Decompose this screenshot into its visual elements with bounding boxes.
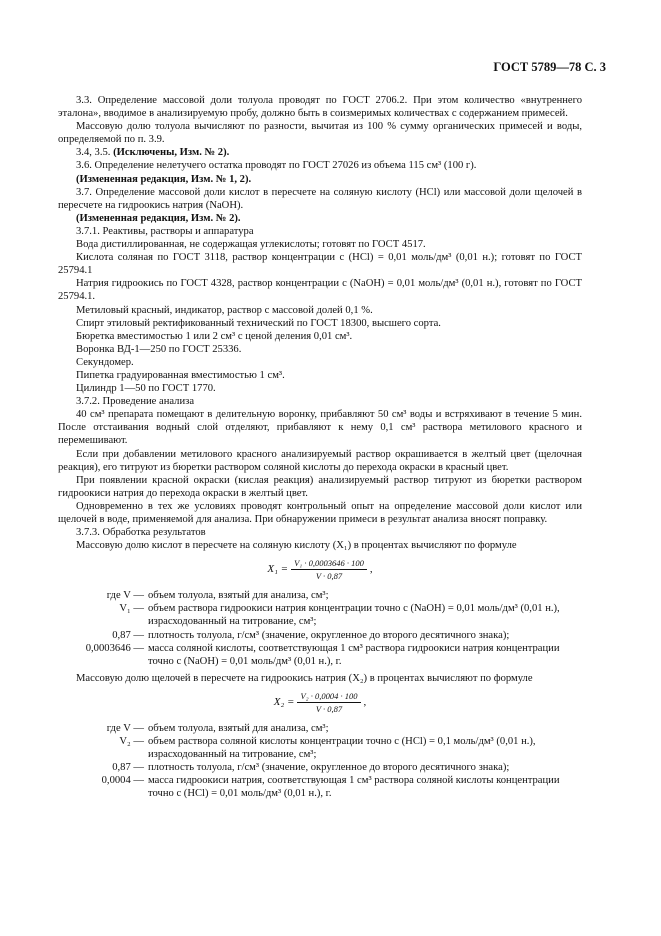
amendment-note-2: (Измененная редакция, Изм. № 2). — [76, 212, 241, 224]
formula-fraction — [297, 691, 360, 714]
legend-value: объем раствора гидроокиси натрия концентрации точно c (NaOH) = 0,01 моль/дм³ (0,01 н.), израсходованный на титрование, см³; — [148, 603, 560, 628]
formula-tail: , — [363, 695, 367, 708]
apparatus-stopwatch: Секундомер. — [76, 356, 134, 368]
legend-row — [58, 735, 582, 761]
reagent-ethanol: Спирт этиловый ректификованный технический по ГОСТ 18300, высшего сорта. — [76, 317, 441, 329]
analysis-step-4: Одновременно в тех же условиях проводят контрольный опыт на определение массовой доли кислот или щелочей в воде, применяемой для анализа. При обнаружении примеси в результат анализа вносят поправку. — [58, 500, 582, 525]
section-3-7-1: 3.7.1. Реактивы, растворы и аппаратура — [76, 225, 254, 237]
legend-key: 0,0004 — — [101, 775, 144, 787]
legend-row — [58, 602, 582, 628]
para-3-4-3-5 — [58, 146, 582, 159]
analysis-step-3: При появлении красной окраски (кислая реакция) анализируемый раствор титруют из бюретки раствором гидроокиси натрия до перехода окраски в желтый цвет. — [58, 474, 582, 499]
apparatus-pipette: Пипетка градуированная вместимостью 1 см³. — [76, 369, 285, 381]
para-3-6: 3.6. Определение нелетучего остатка проводят по ГОСТ 27026 из объема 115 см³ (100 г). — [76, 160, 477, 172]
legend-row — [58, 722, 582, 735]
para-toluene-calc: Массовую долю толуола вычисляют по разности, вычитая из 100 % сумму органических примесей и воды, определяемой по п. 3.9. — [58, 121, 582, 146]
analysis-step-1: 40 см³ препарата помещают в делительную воронку, прибавляют 50 см³ воды и встряхивают в течение 5 мин. После отстаивания водный слой отделяют, прибавляют к нему 0,1 см³ раствора метилового красного и перемешивают. — [58, 409, 582, 447]
formula-intro-1: Массовую долю кислот в пересчете на соляную кислоту (X₁) в процентах вычисляют по формуле — [76, 540, 517, 552]
legend-row — [58, 629, 582, 642]
formula-numerator: V₁ · 0,0003646 · 100 — [291, 558, 367, 570]
legend-row — [58, 589, 582, 602]
legend-value: масса гидроокиси натрия, соответствующая 1 см³ раствора соляной кислоты концентрации точно c (HCl) = 0,01 моль/дм³ (0,01 н.), г. — [148, 775, 560, 800]
clause-note: (Исключены, Изм. № 2). — [113, 147, 230, 159]
formula-denominator: V · 0,87 — [315, 571, 343, 582]
apparatus-burette: Бюретка вместимостью 1 или 2 см³ с ценой деления 0,01 см³. — [76, 330, 353, 342]
analysis-step-2: Если при добавлении метилового красного анализируемый раствор окрашивается в желтый цвет (щелочная реакция), его титруют из бюретки раствором соляной кислоты до перехода окраски в красный цвет. — [58, 448, 582, 473]
legend-key: где V — — [106, 590, 144, 602]
legend-value: плотность толуола, г/см³ (значение, округленное до второго десятичного знака); — [148, 629, 510, 641]
formula-acids — [58, 558, 582, 581]
page-header: ГОСТ 5789—78 С. 3 — [493, 60, 606, 74]
formula-alkalis — [58, 691, 582, 714]
legend-key: где V — — [106, 722, 144, 734]
section-3-7-3: 3.7.3. Обработка результатов — [76, 527, 206, 539]
legend-key: V₂ — — [119, 736, 144, 748]
amendment-note-1: (Измененная редакция, Изм. № 1, 2). — [76, 173, 252, 185]
legend-value: объем толуола, взятый для анализа, см³; — [148, 590, 329, 602]
legend-row — [58, 761, 582, 774]
legend-key: 0,0003646 — — [85, 642, 144, 654]
reagent-indicator: Метиловый красный, индикатор, раствор с массовой долей 0,1 %. — [76, 304, 373, 316]
legend-value: плотность толуола, г/см³ (значение, округленное до второго десятичного знака); — [148, 762, 510, 774]
reagent-naoh: Натрия гидроокись по ГОСТ 4328, раствор концентрации c (NaOH) = 0,01 моль/дм³ (0,01 н.), готовят по ГОСТ 25794.1. — [58, 278, 582, 303]
apparatus-cylinder: Цилиндр 1—50 по ГОСТ 1770. — [76, 383, 216, 395]
document-body — [58, 94, 582, 801]
legend-value: объем толуола, взятый для анализа, см³; — [148, 722, 329, 734]
formula-fraction — [291, 558, 367, 581]
formula-intro-2: Массовую долю щелочей в пересчете на гидроокись натрия (X₂) в процентах вычисляют по формуле — [76, 672, 533, 684]
legend-row — [58, 774, 582, 800]
legend-alkalis — [58, 722, 582, 801]
formula-lhs: X₂ = — [273, 695, 295, 708]
reagent-hcl: Кислота соляная по ГОСТ 3118, раствор концентрации c (HCl) = 0,01 моль/дм³ (0,01 н.); готовят по ГОСТ 25794.1 — [58, 252, 582, 277]
legend-row — [58, 642, 582, 668]
reagent-water: Вода дистиллированная, не содержащая углекислоты; готовят по ГОСТ 4517. — [76, 239, 426, 251]
legend-value: масса соляной кислоты, соответствующая 1 см³ раствора гидроокиси натрия концентрации точно c (NaOH) = 0,01 моль/дм³ (0,01 н.), г. — [148, 642, 560, 667]
apparatus-funnel: Воронка ВД-1—250 по ГОСТ 25336. — [76, 343, 242, 355]
formula-numerator: V₂ · 0,0004 · 100 — [297, 691, 360, 703]
legend-key: 0,87 — — [112, 762, 144, 774]
formula-tail: , — [369, 563, 373, 576]
legend-value: объем раствора соляной кислоты концентрации точно c (HCl) = 0,1 моль/дм³ (0,01 н.), израсходованный на титрование, см³; — [148, 736, 536, 761]
para-3-3: 3.3. Определение массовой доли толуола проводят по ГОСТ 2706.2. При этом количество «внутреннего эталона», вводимое в анализируемую пробу, должно быть в соизмеримых количествах с содержанием примесей. — [58, 95, 582, 120]
clause-number: 3.4, 3.5. — [76, 147, 111, 159]
section-3-7-2: 3.7.2. Проведение анализа — [76, 396, 195, 408]
formula-lhs: X₁ = — [267, 563, 289, 576]
formula-denominator: V · 0,87 — [315, 703, 343, 714]
legend-key: V₁ — — [119, 603, 144, 615]
para-3-7: 3.7. Определение массовой доли кислот в пересчете на соляную кислоту (HCl) или массовой доли щелочей в пересчете на гидроокись натрия (NaOH). — [58, 186, 582, 211]
legend-key: 0,87 — — [112, 629, 144, 641]
legend-acids — [58, 589, 582, 668]
